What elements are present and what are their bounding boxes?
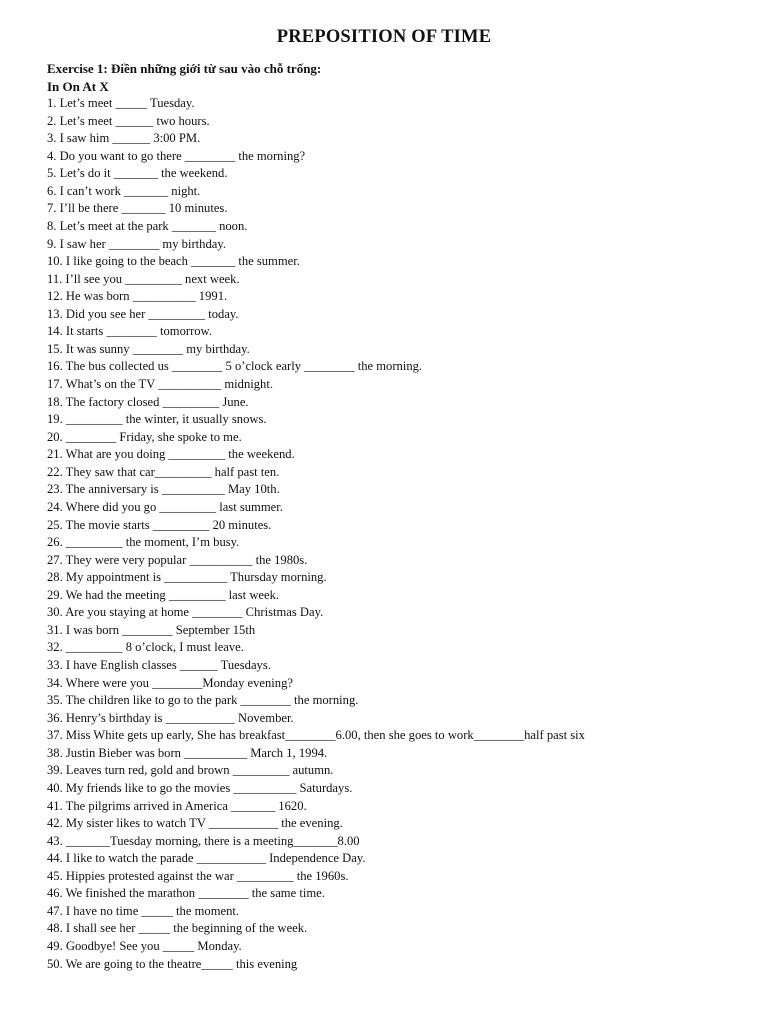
exercise-heading: Exercise 1: Điền những giới từ sau vào chỗ trống: [47, 61, 322, 76]
question-item: 15. It was sunny ________ my birthday. [47, 341, 250, 356]
question-item: 32. _________ 8 o’clock, I must leave. [47, 640, 244, 655]
question-item: 37. Miss White gets up early, She has breakfast________6.00, then she goes to work________half past six [47, 728, 585, 743]
question-item: 3. I saw him ______ 3:00 PM. [47, 131, 201, 146]
question-item: 28. My appointment is __________ Thursday morning. [47, 570, 327, 585]
question-item: 31. I was born ________ September 15th [47, 622, 256, 637]
question-item: 8. Let’s meet at the park _______ noon. [47, 218, 248, 233]
question-item: 2. Let’s meet ______ two hours. [47, 113, 210, 128]
question-item: 47. I have no time _____ the moment. [47, 903, 240, 918]
question-item: 18. The factory closed _________ June. [47, 394, 249, 409]
question-item: 29. We had the meeting _________ last week. [47, 587, 280, 602]
question-item: 46. We finished the marathon ________ the same time. [47, 886, 325, 901]
question-item: 9. I saw her ________ my birthday. [47, 236, 226, 251]
question-item: 21. What are you doing _________ the weekend. [47, 447, 295, 462]
question-item: 42. My sister likes to watch TV ___________ the evening. [47, 816, 343, 831]
question-item: 4. Do you want to go there ________ the morning? [47, 148, 306, 163]
question-item: 44. I like to watch the parade ___________ Independence Day. [47, 851, 366, 866]
question-item: 17. What’s on the TV __________ midnight. [47, 377, 273, 391]
question-item: 13. Did you see her _________ today. [47, 306, 239, 321]
question-item: 49. Goodbye! See you _____ Monday. [47, 939, 242, 953]
question-item: 7. I’ll be there _______ 10 minutes. [47, 201, 228, 216]
question-item: 45. Hippies protested against the war _________ the 1960s. [47, 868, 349, 883]
question-item: 10. I like going to the beach _______ the summer. [47, 254, 300, 269]
question-item: 20. ________ Friday, she spoke to me. [47, 429, 242, 444]
question-item: 24. Where did you go _________ last summer. [47, 499, 283, 514]
question-item: 22. They saw that car_________ half past ten. [47, 464, 280, 479]
question-list [47, 95, 585, 973]
question-item: 25. The movie starts _________ 20 minutes. [47, 517, 272, 532]
question-item: 43. _______Tuesday morning, there is a meeting_______8.00 [47, 833, 360, 848]
question-item: 23. The anniversary is __________ May 10th. [47, 482, 280, 497]
question-item: 11. I’ll see you _________ next week. [47, 271, 240, 286]
question-item: 36. Henry’s birthday is ___________ November. [47, 710, 294, 725]
question-item: 39. Leaves turn red, gold and brown _________ autumn. [47, 763, 334, 778]
question-item: 26. _________ the moment, I’m busy. [47, 535, 240, 550]
question-item: 5. Let’s do it _______ the weekend. [47, 166, 228, 181]
question-item: 14. It starts ________ tomorrow. [47, 324, 212, 339]
question-item: 12. He was born __________ 1991. [47, 289, 228, 304]
question-item: 30. Are you staying at home ________ Christmas Day. [47, 605, 324, 620]
question-item: 38. Justin Bieber was born __________ March 1, 1994. [47, 745, 328, 760]
question-item: 33. I have English classes ______ Tuesdays. [47, 658, 271, 672]
question-item: 16. The bus collected us ________ 5 o’clock early ________ the morning. [47, 359, 423, 374]
question-item: 6. I can’t work _______ night. [47, 183, 201, 198]
question-item: 27. They were very popular __________ the 1980s. [47, 552, 308, 567]
page-title: PREPOSITION OF TIME [276, 27, 492, 47]
question-item: 34. Where were you ________Monday evening? [47, 675, 293, 690]
question-item: 35. The children like to go to the park ________ the morning. [47, 693, 359, 708]
word-bank: In On At X [47, 79, 109, 94]
question-item: 1. Let’s meet _____ Tuesday. [47, 96, 195, 110]
question-item: 50. We are going to the theatre_____ this evening [47, 956, 298, 971]
question-item: 40. My friends like to go the movies __________ Saturdays. [47, 780, 353, 795]
question-item: 48. I shall see her _____ the beginning of the week. [47, 921, 308, 936]
question-item: 19. _________ the winter, it usually snows. [47, 412, 267, 427]
question-item: 41. The pilgrims arrived in America _______ 1620. [47, 798, 307, 813]
